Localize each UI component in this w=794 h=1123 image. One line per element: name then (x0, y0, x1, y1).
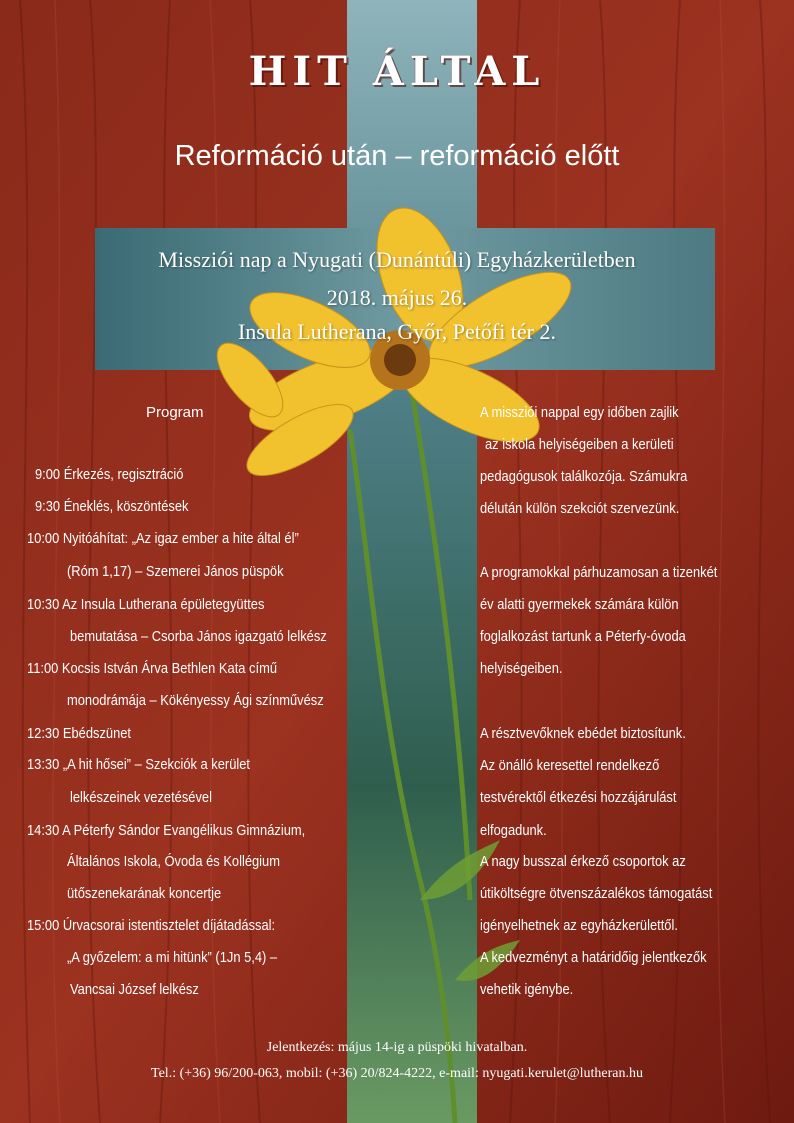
info-line: A kedvezményt a határidőig jelentkezők (480, 949, 707, 966)
info-line: útiköltségre ötvenszázalékos támogatást (480, 885, 713, 902)
poster-title: HIT ÁLTAL (248, 48, 546, 95)
event-name: Missziói nap a Nyugati (Dunántúli) Egyházkerületben (158, 247, 636, 272)
program-line: bemutatása – Csorba János igazgató lelkész (70, 628, 327, 645)
info-line: A missziói nappal egy időben zajlik (480, 404, 679, 421)
program-line: 10:30 Az Insula Lutherana épületegyüttes (27, 596, 265, 613)
program-line: (Róm 1,17) – Szemerei János püspök (67, 563, 284, 580)
info-line: igényelhetnek az egyházkerülettől. (480, 917, 678, 934)
event-venue: Insula Lutherana, Győr, Petőfi tér 2. (237, 319, 557, 344)
event-date: 2018. május 26. (326, 285, 468, 310)
info-line: Az önálló keresettel rendelkező (480, 757, 660, 774)
program-line: „A győzelem: a mi hitünk” (1Jn 5,4) – (67, 949, 278, 966)
info-line: helyiségeiben. (480, 660, 563, 677)
program-line: Vancsai József lelkész (70, 981, 199, 998)
program-line: 14:30 A Péterfy Sándor Evangélikus Gimnázium, (27, 822, 306, 839)
program-line: 12:30 Ebédszünet (27, 725, 132, 742)
contact-line: Tel.: (+36) 96/200-063, mobil: (+36) 20/824-4222, e-mail: nyugati.kerulet@lutheran.hu (151, 1066, 643, 1081)
program-line: 10:00 Nyitóáhítat: „Az igaz ember a hite által él” (27, 530, 299, 547)
poster-subtitle: Reformáció után – reformáció előtt (174, 140, 620, 172)
info-line: foglalkozást tartunk a Péterfy-óvoda (480, 628, 686, 645)
program-line: 9:30 Éneklés, köszöntések (35, 498, 189, 515)
info-line: az iskola helyiségeiben a kerületi (485, 436, 674, 453)
program-line: ütőszenekarának koncertje (67, 885, 222, 902)
info-line: pedagógusok találkozója. Számukra (480, 468, 688, 485)
program-line: monodrámája – Kökényessy Ági színművész (67, 692, 324, 709)
info-line: délután külön szekciót szervezünk. (480, 500, 680, 517)
program-line: 11:00 Kocsis István Árva Bethlen Kata című (27, 660, 278, 677)
program-line: lelkészeinek vezetésével (70, 789, 212, 806)
info-line: A programokkal párhuzamosan a tizenkét (480, 564, 718, 581)
program-line: 9:00 Érkezés, regisztráció (35, 466, 184, 483)
info-line: testvérektől étkezési hozzájárulást (480, 789, 677, 806)
registration-note: Jelentkezés: május 14-ig a püspöki hivatalban. (266, 1040, 528, 1055)
program-heading: Program (146, 404, 204, 421)
program-line: 15:00 Úrvacsorai istentisztelet díjátadással: (27, 917, 276, 934)
info-line: A résztvevőknek ebédet biztosítunk. (480, 725, 686, 742)
info-line: vehetik igénybe. (480, 981, 574, 998)
info-line: elfogadunk. (480, 822, 547, 839)
program-line: 13:30 „A hit hősei” – Szekciók a kerület (27, 756, 251, 773)
program-line: Általános Iskola, Óvoda és Kollégium (67, 853, 280, 870)
info-line: év alatti gyermekek számára külön (480, 596, 679, 613)
info-line: A nagy busszal érkező csoportok az (480, 853, 686, 870)
